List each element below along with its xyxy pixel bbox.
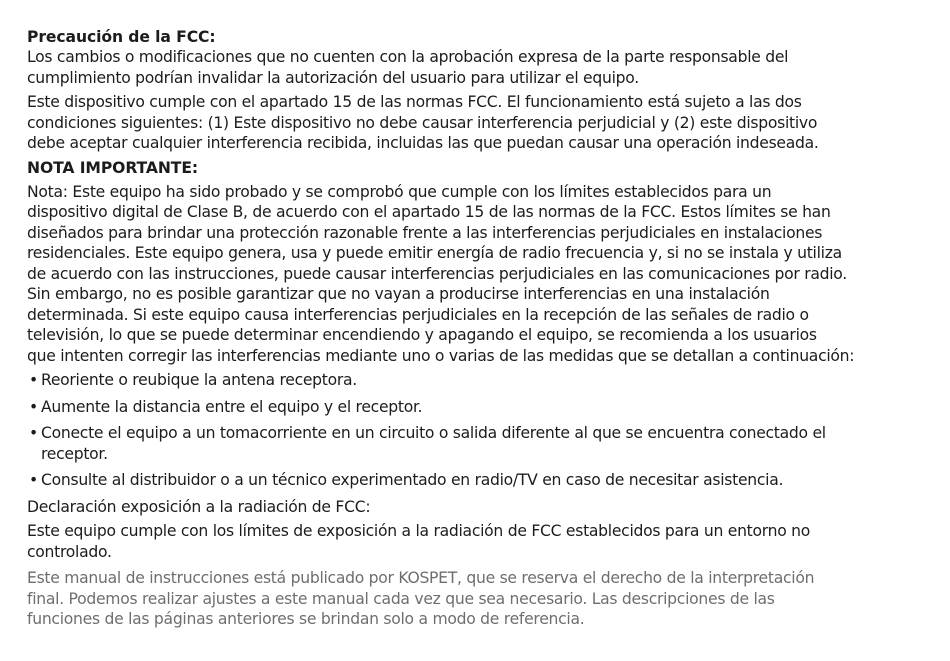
text-line: condiciones siguientes: (1) Este dispositivo no debe causar interferencia perjudicial y (2) este dispositivo	[27, 113, 818, 132]
important-note-body	[27, 182, 950, 367]
list-item-text: Consulte al distribuidor o a un técnico experimentado en radio/TV en caso de necesitar asistencia.	[41, 471, 784, 489]
list-item	[27, 370, 950, 391]
list-item	[27, 470, 950, 491]
list-item	[27, 423, 950, 464]
text-line: funciones de las páginas anteriores se brindan solo a modo de referencia.	[27, 610, 585, 628]
text-line: Este dispositivo cumple con el apartado 15 de las normas FCC. El funcionamiento está sujeto a las dos	[27, 93, 802, 111]
bullet-icon: •	[29, 424, 38, 442]
list-item	[27, 397, 950, 418]
text-line: Este manual de instrucciones está publicado por KOSPET, que se reserva el derecho de la interpretación	[27, 569, 815, 587]
manual-disclaimer	[27, 568, 950, 630]
text-line: Sin embargo, no es posible garantizar que no vayan a producirse interferencias en una instalación	[27, 285, 770, 303]
text-line: diseñados para brindar una protección razonable frente a las interferencias perjudiciales en instalaciones	[27, 223, 823, 242]
text-line: controlado.	[27, 542, 112, 561]
fcc-caution-paragraph-2	[27, 92, 950, 154]
text-line: debe aceptar cualquier interferencia recibida, incluidas las que puedan causar una operación indeseada.	[27, 134, 819, 152]
text-line: televisión, lo que se puede determinar encendiendo y apagando el equipo, se recomienda a los usuarios	[27, 326, 817, 344]
bullet-icon: •	[29, 371, 38, 389]
list-item-text: Reoriente o reubique la antena receptora.	[41, 371, 357, 389]
important-note-heading: NOTA IMPORTANTE:	[27, 158, 199, 177]
text-line: determinada. Si este equipo causa interferencias perjudiciales en la recepción de las señales de radio o	[27, 305, 809, 324]
text-line: de acuerdo con las instrucciones, puede causar interferencias perjudiciales en las comunicaciones por radio.	[27, 264, 847, 283]
radiation-statement-title: Declaración exposición a la radiación de FCC:	[27, 497, 371, 516]
list-item-text: Aumente la distancia entre el equipo y el receptor.	[41, 397, 423, 416]
text-line: Nota: Este equipo ha sido probado y se comprobó que cumple con los límites establecidos para un	[27, 182, 772, 201]
bullet-icon: •	[29, 397, 38, 416]
text-line: cumplimiento podrían invalidar la autorización del usuario para utilizar el equipo.	[27, 68, 639, 87]
fcc-caution-paragraph-1	[27, 47, 950, 88]
bullet-icon: •	[29, 471, 38, 489]
text-line: residenciales. Este equipo genera, usa y puede emitir energía de radio frecuencia y, si no se instala y utiliza	[27, 244, 842, 262]
text-line: que intenten corregir las interferencias mediante uno o varias de las medidas que se detallan a continuación:	[27, 346, 855, 365]
text-line: final. Podemos realizar ajustes a este manual cada vez que sea necesario. Las descripciones de las	[27, 589, 775, 608]
text-line: dispositivo digital de Clase B, de acuerdo con el apartado 15 de las normas de la FCC. Estos límites se han	[27, 203, 831, 221]
fcc-caution-heading: Precaución de la FCC:	[27, 28, 216, 46]
list-item-text: receptor.	[41, 444, 108, 463]
text-line: Los cambios o modificaciones que no cuenten con la aprobación expresa de la parte responsable del	[27, 48, 789, 66]
radiation-statement-body	[27, 521, 950, 562]
mitigation-measures-list	[27, 370, 950, 491]
list-item-text: Conecte el equipo a un tomacorriente en un circuito o salida diferente al que se encuentra conectado el	[41, 424, 826, 442]
text-line: Este equipo cumple con los límites de exposición a la radiación de FCC establecidos para un entorno no	[27, 522, 811, 540]
